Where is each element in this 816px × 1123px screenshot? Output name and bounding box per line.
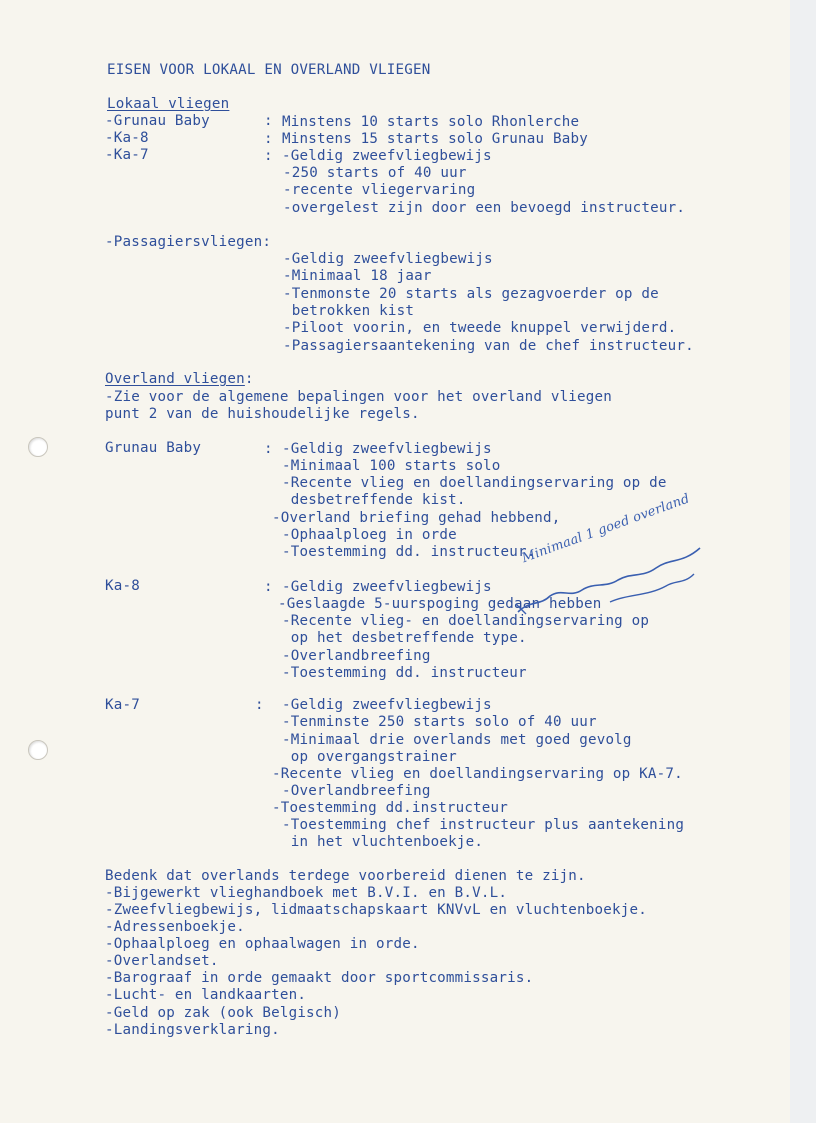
ka8-item: -Recente vlieg- en doellandingservaring op bbox=[282, 613, 650, 629]
grunau-item: -Overland briefing gehad hebbend, bbox=[272, 510, 561, 526]
grunau-item: desbetreffende kist. bbox=[282, 492, 466, 508]
lokaal-ka7-item: -250 starts of 40 uur bbox=[283, 165, 467, 181]
lokaal-requirement: Minstens 10 starts solo Rhonlerche bbox=[282, 114, 580, 130]
passagiers-item: betrokken kist bbox=[283, 303, 415, 319]
bedenk-item: -Lucht- en landkaarten. bbox=[105, 987, 307, 1003]
handwritten-note: Minimaal 1 goed overland bbox=[520, 491, 692, 567]
bedenk-item: -Bijgewerkt vlieghandboek met B.V.I. en B.V.L. bbox=[105, 885, 508, 901]
ka7-item: -Toestemming dd.instructeur bbox=[272, 800, 509, 816]
bedenk-item: -Overlandset. bbox=[105, 953, 219, 969]
section-heading-overland bbox=[105, 371, 254, 388]
overland-heading-colon: : bbox=[244, 371, 254, 387]
ka7-item: -Recente vlieg en doellandingservaring op KA-7. bbox=[272, 766, 683, 782]
lokaal-colon: : bbox=[264, 148, 273, 164]
passagiers-item: -Tenmonste 20 starts als gezagvoerder op de bbox=[283, 286, 659, 302]
ka7-colon: : bbox=[255, 697, 264, 713]
grunau-item: -Minimaal 100 starts solo bbox=[282, 458, 501, 474]
bedenk-item: -Zweefvliegbewijs, lidmaatschapskaart KNVvL en vluchtenboekje. bbox=[105, 902, 647, 918]
lokaal-requirement: -Geldig zweefvliegbewijs bbox=[282, 148, 492, 164]
ka7-item: -Overlandbreefing bbox=[282, 783, 431, 799]
bedenk-item: -Geld op zak (ook Belgisch) bbox=[105, 1005, 342, 1021]
ka8-item: -Overlandbreefing bbox=[282, 648, 431, 664]
overland-intro: -Zie voor de algemene bepalingen voor het overland vliegen bbox=[105, 389, 613, 405]
passagiers-item: -Geldig zweefvliegbewijs bbox=[283, 251, 493, 267]
overland-heading-text: Overland vliegen bbox=[105, 371, 245, 387]
ka8-item: op het desbetreffende type. bbox=[282, 630, 527, 646]
grunau-item: -Recente vlieg en doellandingservaring op de bbox=[282, 475, 667, 491]
ka8-label: Ka-8 bbox=[105, 578, 140, 594]
bedenk-item: -Landingsverklaring. bbox=[105, 1022, 280, 1038]
ka7-item: -Toestemming chef instructeur plus aantekening bbox=[282, 817, 685, 833]
grunau-item: -Ophaalploeg in orde bbox=[282, 527, 457, 543]
grunau-item: -Geldig zweefvliegbewijs bbox=[282, 441, 492, 457]
ka7-item: in het vluchtenboekje. bbox=[282, 834, 484, 850]
document-title: EISEN VOOR LOKAAL EN OVERLAND VLIEGEN bbox=[107, 62, 431, 78]
overland-intro: punt 2 van de huishoudelijke regels. bbox=[105, 406, 420, 422]
lokaal-label: -Ka-8 bbox=[105, 130, 149, 146]
bedenk-item: -Barograaf in orde gemaakt door sportcommissaris. bbox=[105, 970, 534, 986]
bedenk-intro: Bedenk dat overlands terdege voorbereid dienen te zijn. bbox=[105, 868, 586, 884]
lokaal-label: -Ka-7 bbox=[105, 147, 149, 163]
grunau-label: Grunau Baby bbox=[105, 440, 202, 456]
ka8-item: -Geslaagde 5-uurspoging gedaan hebben bbox=[278, 596, 602, 612]
passagiers-item: -Piloot voorin, en tweede knuppel verwijderd. bbox=[283, 320, 677, 336]
lokaal-ka7-item: -recente vliegervaring bbox=[283, 182, 476, 198]
ka8-colon: : bbox=[264, 579, 273, 595]
lokaal-ka7-item: -overgelest zijn door een bevoegd instructeur. bbox=[283, 200, 686, 216]
passagiers-item: -Passagiersaantekening van de chef instructeur. bbox=[283, 338, 694, 354]
lokaal-colon: : bbox=[264, 131, 273, 147]
grunau-colon: : bbox=[264, 441, 273, 457]
passagiers-item: -Minimaal 18 jaar bbox=[283, 268, 432, 284]
section-heading-lokaal: Lokaal vliegen bbox=[107, 96, 230, 112]
grunau-item: -Toestemming dd. instructeur. bbox=[282, 544, 536, 560]
ka7-item: -Geldig zweefvliegbewijs bbox=[282, 697, 492, 713]
lokaal-label: -Grunau Baby bbox=[105, 113, 210, 129]
ka7-label: Ka-7 bbox=[105, 697, 140, 713]
lokaal-colon: : bbox=[264, 113, 273, 129]
ka7-item: -Minimaal drie overlands met goed gevolg bbox=[282, 732, 632, 748]
ka7-item: op overgangstrainer bbox=[282, 749, 457, 765]
bedenk-item: -Ophaalploeg en ophaalwagen in orde. bbox=[105, 936, 420, 952]
bedenk-item: -Adressenboekje. bbox=[105, 919, 245, 935]
page-edge bbox=[790, 0, 816, 1123]
ka8-item: -Toestemming dd. instructeur bbox=[282, 665, 527, 681]
ka7-item: -Tenminste 250 starts solo of 40 uur bbox=[282, 714, 597, 730]
section-heading-passagiers: -Passagiersvliegen: bbox=[105, 234, 272, 250]
lokaal-requirement: Minstens 15 starts solo Grunau Baby bbox=[282, 131, 588, 147]
ka8-item: -Geldig zweefvliegbewijs bbox=[282, 579, 492, 595]
